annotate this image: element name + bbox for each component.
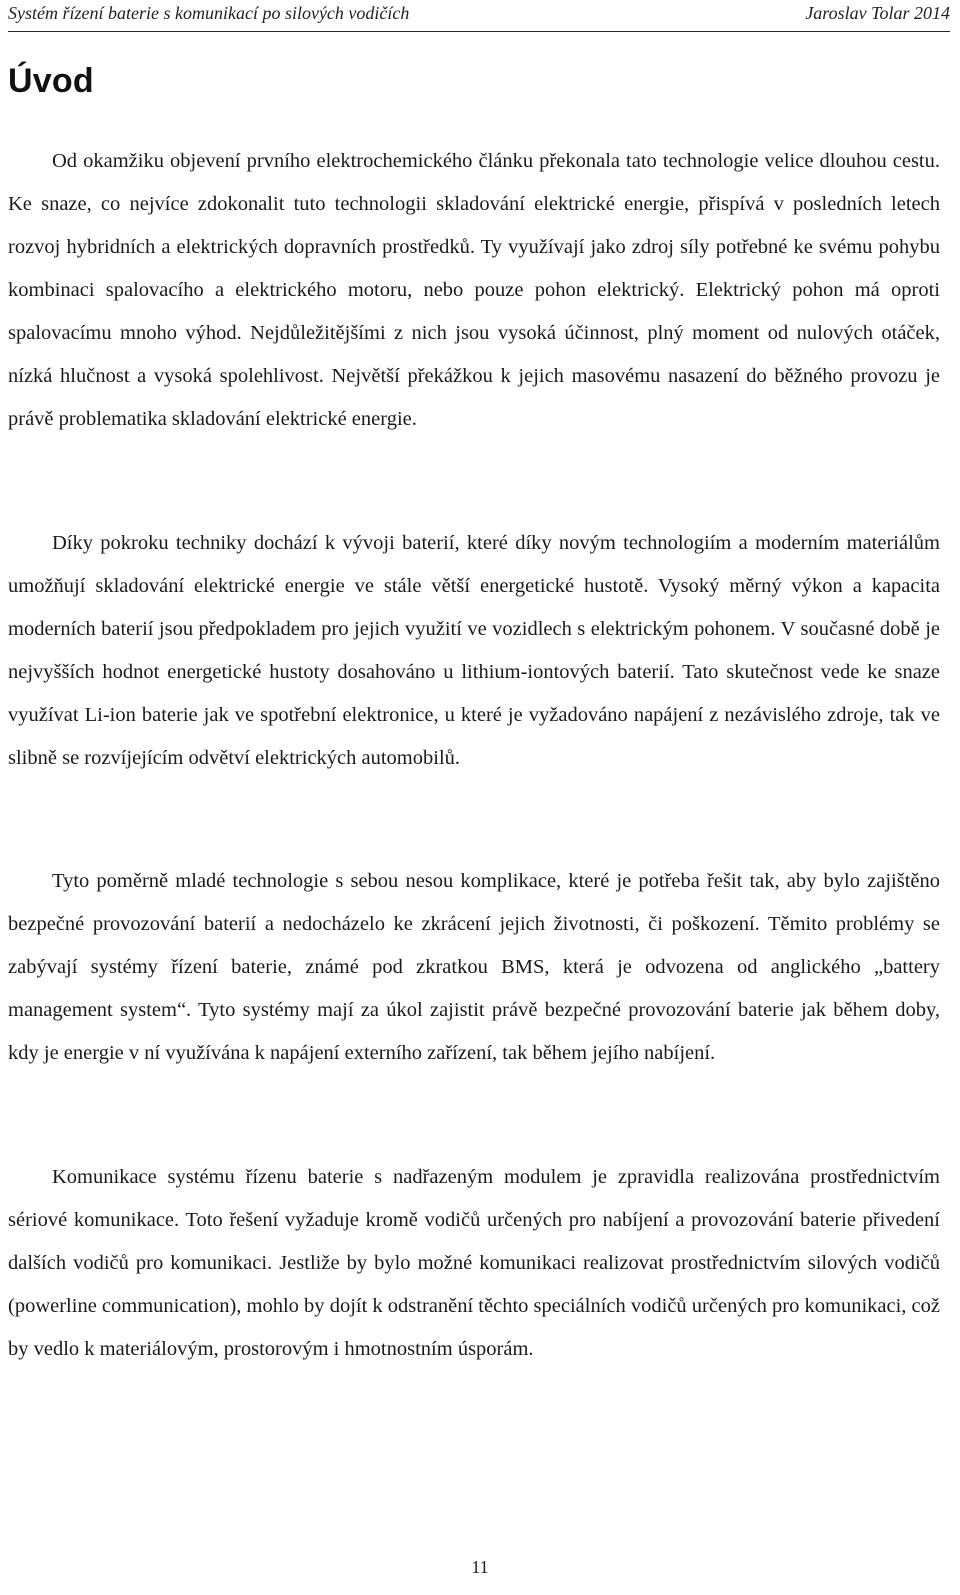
running-header	[8, 3, 950, 27]
paragraph-1: Od okamžiku objevení prvního elektrochemického článku překonala tato technologie velice dlouhou cestu. Ke snaze, co nejvíce zdokonalit tuto technologii skladování elektrické energie, přispívá v posledních letech rozvoj hybridních a elektrických dopravních prostředků. Ty využívají jako zdroj síly potřebné ke svému pohybu kombinaci spalovacího a elektrického motoru, nebo pouze pohon elektrický. Elektrický pohon má oproti spalovacímu mnoho výhod. Nejdůležitějšími z nich jsou vysoká účinnost, plný moment od nulových otáček, nízká hlučnost a vysoká spolehlivost. Největší překážkou k jejich masovému nasazení do běžného provozu je právě problematika skladování elektrické energie.	[8, 150, 940, 430]
paragraph-3: Tyto poměrně mladé technologie s sebou nesou komplikace, které je potřeba řešit tak, aby bylo zajištěno bezpečné provozování baterií a nedocházelo ke zkrácení jejich životnosti, či poškození. Těmito problémy se zabývají systémy řízení baterie, známé pod zkratkou BMS, která je odvozena od anglického „battery management system“. Tyto systémy mají za úkol zajistit právě bezpečné provozování baterie jak během doby, kdy je energie v ní využívána k napájení externího zařízení, tak během jejího nabíjení.	[8, 870, 940, 1064]
paragraph-2: Díky pokroku techniky dochází k vývoji baterií, které díky novým technologiím a moderním materiálům umožňují skladování elektrické energie ve stále větší energetické hustotě. Vysoký měrný výkon a kapacita moderních baterií jsou předpokladem pro jejich využití ve vozidlech s elektrickým pohonem. V současné době je nejvyšších hodnot energetické hustoty dosahováno u lithium-iontových baterií. Tato skutečnost vede ke snaze využívat Li-ion baterie jak ve spotřební elektronice, u které je vyžadováno napájení z nezávislého zdroje, tak ve slibně se rozvíjejícím odvětví elektrických automobilů.	[8, 532, 940, 769]
section-title: Úvod	[8, 62, 94, 100]
header-author-year: Jaroslav Tolar 2014	[805, 3, 950, 23]
header-document-title: Systém řízení baterie s komunikací po silových vodičích	[8, 3, 410, 23]
header-divider	[8, 31, 950, 32]
paragraph-4: Komunikace systému řízenu baterie s nadřazeným modulem je zpravidla realizována prostřednictvím sériové komunikace. Toto řešení vyžaduje kromě vodičů určených pro nabíjení a provozování baterie přivedení dalších vodičů pro komunikaci. Jestliže by bylo možné komunikaci realizovat prostřednictvím silových vodičů (powerline communication), mohlo by dojít k odstranění těchto speciálních vodičů určených pro komunikaci, což by vedlo k materiálovým, prostorovým i hmotnostním úsporám.	[8, 1166, 940, 1360]
page-number: 11	[471, 1557, 489, 1577]
